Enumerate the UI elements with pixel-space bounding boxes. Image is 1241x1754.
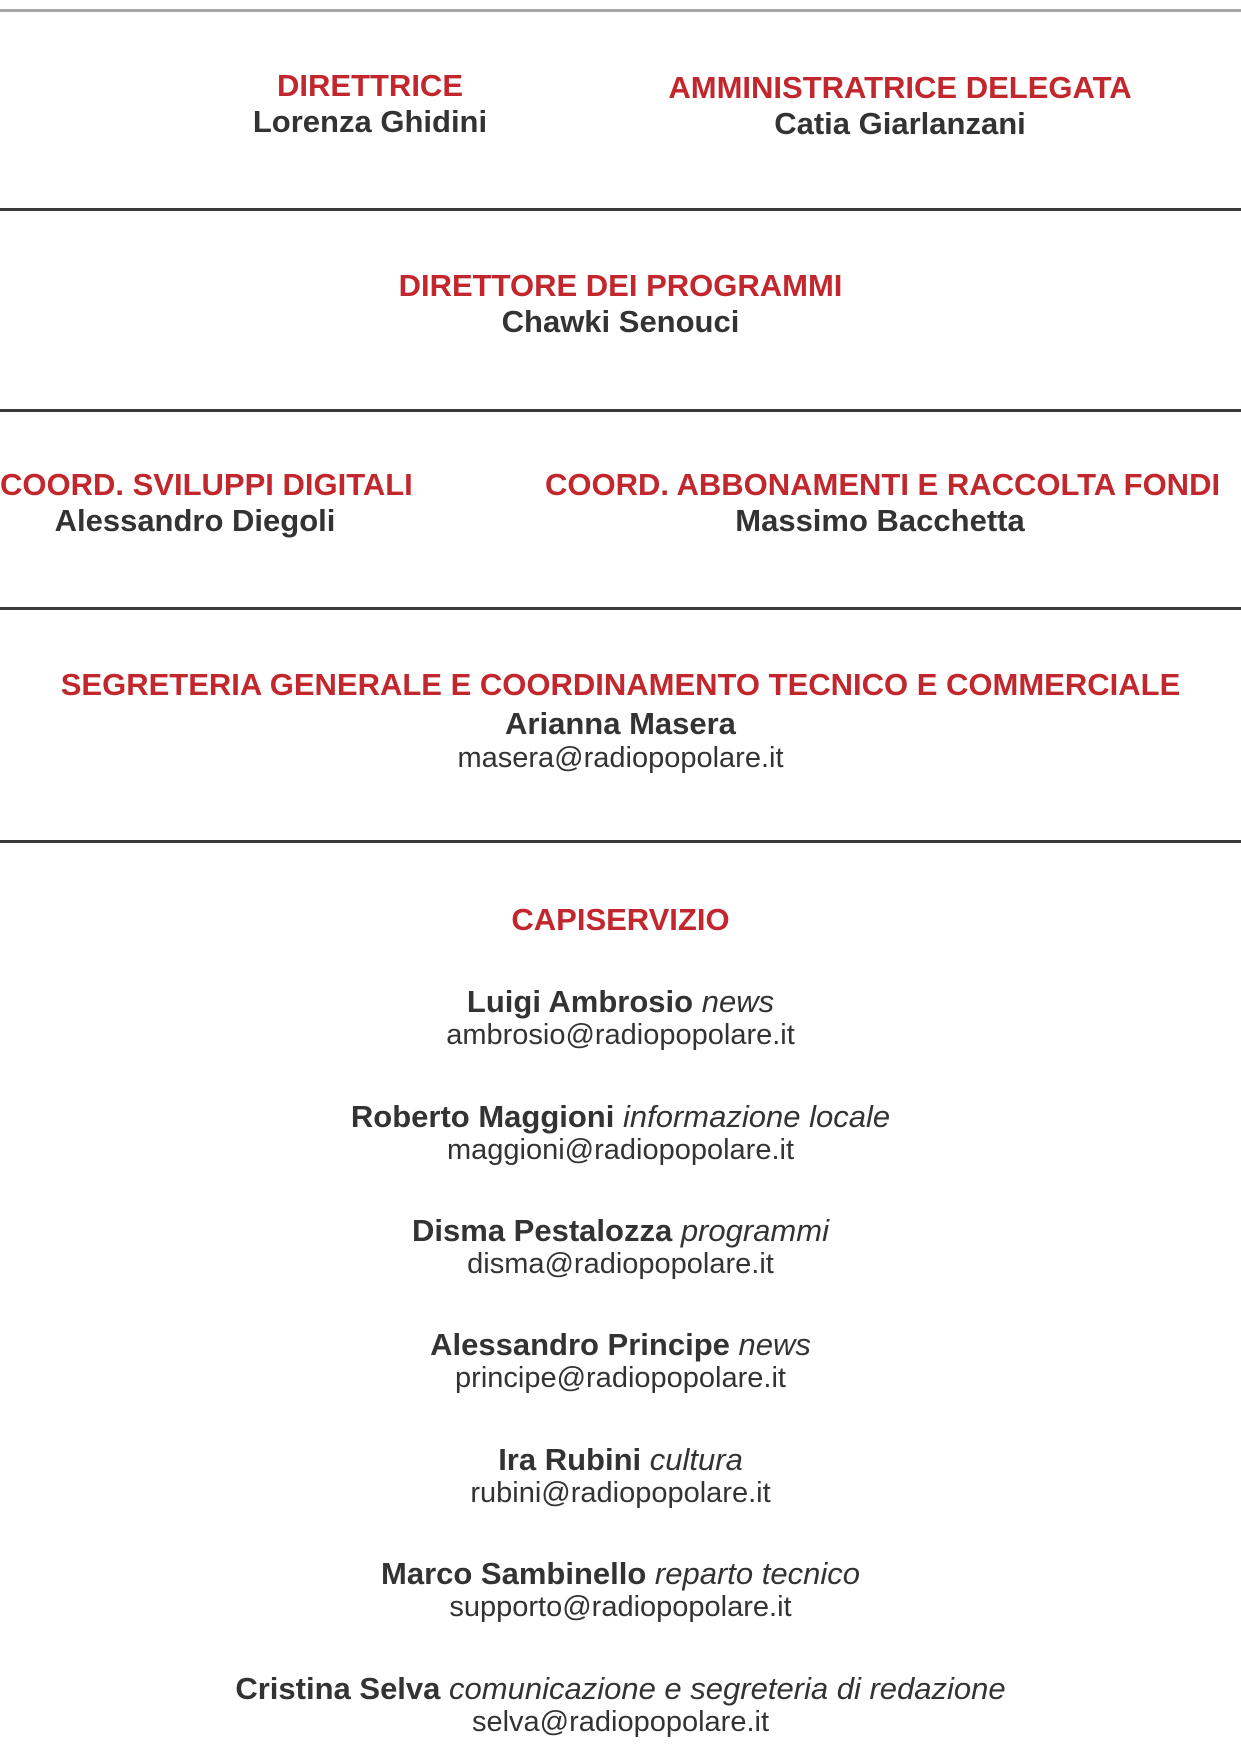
- chief-area: informazione locale: [623, 1099, 891, 1134]
- list-item: [0, 985, 1241, 1052]
- chief-name: Alessandro Principe: [430, 1327, 730, 1362]
- chief-area: programmi: [680, 1213, 829, 1248]
- divider-2: [0, 409, 1241, 412]
- digital-coord-name: Alessandro Diegoli: [54, 503, 336, 538]
- chief-name: Disma Pestalozza: [412, 1213, 673, 1248]
- chief-area: news: [738, 1327, 811, 1362]
- programs-director-role: DIRETTORE DEI PROGRAMMI: [398, 268, 843, 303]
- chief-email[interactable]: rubini@radiopopolare.it: [470, 1477, 771, 1509]
- secretariat-block: [0, 667, 1241, 775]
- chief-email[interactable]: maggioni@radiopopolare.it: [446, 1134, 795, 1166]
- chief-email[interactable]: disma@radiopopolare.it: [467, 1248, 774, 1280]
- digital-coord-role: COORD. SVILUPPI DIGITALI: [0, 467, 413, 502]
- chief-email[interactable]: principe@radiopopolare.it: [455, 1362, 786, 1394]
- list-item: [0, 1672, 1241, 1739]
- fundraising-coord-block: [545, 467, 1221, 539]
- chief-area: comunicazione e segreteria di redazione: [449, 1671, 1006, 1706]
- director-name: Lorenza Ghidini: [252, 104, 488, 139]
- programs-director-block: [0, 268, 1241, 340]
- divider-4: [0, 840, 1241, 843]
- secretariat-email[interactable]: masera@radiopopolare.it: [457, 742, 784, 774]
- chief-name: Roberto Maggioni: [350, 1099, 615, 1134]
- chief-email[interactable]: selva@radiopopolare.it: [471, 1706, 770, 1738]
- chief-area: reparto tecnico: [654, 1556, 860, 1591]
- programs-director-name: Chawki Senouci: [501, 304, 740, 339]
- chief-email[interactable]: supporto@radiopopolare.it: [449, 1591, 792, 1623]
- capiservizio-heading-block: [0, 902, 1241, 938]
- ceo-role: AMMINISTRATRICE DELEGATA: [668, 70, 1132, 105]
- list-item: [0, 1328, 1241, 1395]
- chief-name: Marco Sambinello: [381, 1556, 647, 1591]
- fundraising-coord-role: COORD. ABBONAMENTI E RACCOLTA FONDI: [545, 467, 1221, 502]
- list-item: [0, 1443, 1241, 1510]
- capiservizio-heading: CAPISERVIZIO: [511, 902, 730, 937]
- chief-area: cultura: [649, 1442, 743, 1477]
- chief-name: Luigi Ambrosio: [466, 984, 694, 1019]
- divider-3: [0, 607, 1241, 610]
- ceo-block: [640, 70, 1160, 142]
- list-item: [0, 1100, 1241, 1167]
- list-item: [0, 1557, 1241, 1624]
- ceo-name: Catia Giarlanzani: [774, 106, 1026, 141]
- top-divider: [0, 9, 1241, 12]
- director-block: [170, 68, 570, 140]
- chief-email[interactable]: ambrosio@radiopopolare.it: [446, 1019, 795, 1051]
- chief-name: Cristina Selva: [235, 1671, 441, 1706]
- secretariat-name: Arianna Masera: [505, 706, 736, 741]
- chief-area: news: [701, 984, 775, 1019]
- director-role: DIRETTRICE: [277, 68, 463, 103]
- divider-1: [0, 208, 1241, 211]
- list-item: [0, 1214, 1241, 1281]
- chief-name: Ira Rubini: [498, 1442, 642, 1477]
- digital-coord-block: [0, 467, 413, 539]
- secretariat-role: SEGRETERIA GENERALE E COORDINAMENTO TECNICO E COMMERCIALE: [60, 667, 1181, 702]
- fundraising-coord-name: Massimo Bacchetta: [735, 503, 1025, 538]
